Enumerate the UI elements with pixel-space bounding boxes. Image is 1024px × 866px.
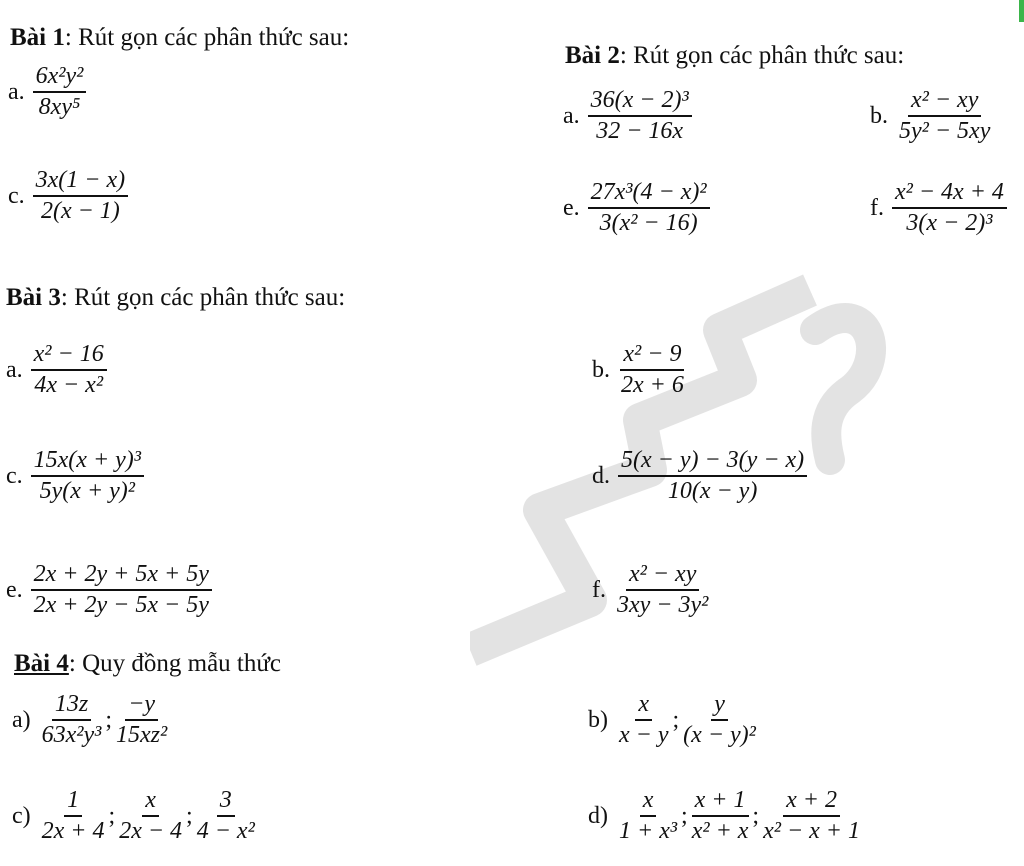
- denominator: 2x − 4: [119, 818, 183, 845]
- bai4-heading-text: : Quy đồng mẫu thức: [68, 650, 282, 677]
- item-label: a.: [6, 356, 23, 383]
- item-label: d.: [592, 462, 610, 489]
- bai2-item-e: [563, 180, 710, 236]
- fraction: [31, 342, 107, 398]
- item-label: c.: [6, 462, 23, 489]
- fraction: [896, 88, 993, 144]
- denominator: 3(x − 2)³: [906, 210, 993, 237]
- fraction-list: [616, 692, 759, 748]
- fraction: [31, 562, 212, 618]
- bai3-heading-bold: Bài 3: [6, 284, 61, 311]
- bai4-item-d: [588, 788, 863, 844]
- fraction: [614, 562, 711, 618]
- numerator: 6x²y²: [33, 64, 87, 93]
- fraction: [113, 692, 170, 748]
- item-label: c): [12, 802, 31, 829]
- denominator: 1 + x³: [619, 818, 678, 845]
- denominator: x² − x + 1: [763, 818, 860, 845]
- denominator: 5y(x + y)²: [39, 478, 135, 505]
- numerator: x² − 9: [620, 342, 684, 371]
- denominator: 15xz²: [116, 722, 168, 749]
- bai1-item-a: [8, 64, 86, 120]
- separator: ;: [681, 802, 688, 829]
- fraction-list: [39, 692, 171, 748]
- bai2-heading-bold: Bài 2: [565, 42, 620, 69]
- denominator: x − y: [619, 722, 669, 749]
- separator: ;: [752, 802, 760, 829]
- bai1-heading: [10, 24, 349, 52]
- numerator: x² − 16: [31, 342, 107, 371]
- denominator: 3xy − 3y²: [617, 592, 709, 619]
- fraction: [760, 788, 863, 844]
- bai2-heading: [565, 42, 904, 70]
- separator: ;: [105, 706, 113, 733]
- fraction: [116, 788, 185, 844]
- fraction: [689, 788, 752, 844]
- fraction: [31, 448, 144, 504]
- fraction: [616, 692, 672, 748]
- denominator: 5y² − 5xy: [899, 118, 991, 145]
- denominator: 2x + 2y − 5x − 5y: [33, 592, 209, 619]
- denominator: 3(x² − 16): [599, 210, 698, 237]
- numerator: y: [711, 692, 728, 721]
- numerator: 36(x − 2)³: [588, 88, 692, 117]
- numerator: x + 1: [692, 788, 749, 817]
- numerator: 1: [64, 788, 82, 817]
- separator: ;: [186, 802, 193, 829]
- bai3-item-f: [592, 562, 711, 618]
- item-label: a): [12, 706, 31, 733]
- bai1-item-c: [8, 168, 128, 224]
- item-label: b.: [870, 102, 888, 129]
- bai1-heading-text: : Rút gọn các phân thức sau:: [64, 24, 350, 51]
- bai4-item-c: [12, 788, 258, 844]
- denominator: x² + x: [691, 818, 749, 845]
- item-label: f.: [870, 194, 884, 221]
- bai3-item-d: [592, 448, 807, 504]
- numerator: 3: [217, 788, 235, 817]
- numerator: 13z: [52, 692, 91, 721]
- fraction: [588, 88, 692, 144]
- fraction: [39, 692, 105, 748]
- item-label: d): [588, 802, 608, 829]
- bai2-item-f: [870, 180, 1007, 236]
- numerator: x: [635, 692, 652, 721]
- item-label: b.: [592, 356, 610, 383]
- bai3-item-a: [6, 342, 107, 398]
- denominator: (x − y)²: [683, 722, 756, 749]
- fraction: [39, 788, 108, 844]
- fraction-list: [39, 788, 258, 844]
- fraction-list: [616, 788, 863, 844]
- bai4-heading: [14, 650, 281, 678]
- numerator: 27x³(4 − x)²: [588, 180, 710, 209]
- separator: ;: [108, 802, 116, 829]
- item-label: e.: [6, 576, 23, 603]
- item-label: c.: [8, 182, 25, 209]
- numerator: x² − 4x + 4: [892, 180, 1007, 209]
- denominator: 2(x − 1): [40, 198, 120, 225]
- denominator: 2x + 4: [41, 818, 105, 845]
- fraction: [33, 64, 87, 120]
- bai3-item-b: [592, 342, 687, 398]
- denominator: 4 − x²: [196, 818, 255, 845]
- denominator: 63x²y³: [41, 722, 102, 749]
- numerator: x² − xy: [908, 88, 981, 117]
- numerator: 15x(x + y)³: [31, 448, 144, 477]
- numerator: x: [640, 788, 657, 817]
- bai4-heading-bold: Bài 4: [14, 650, 69, 677]
- bai1-heading-bold: Bài 1: [10, 24, 65, 51]
- denominator: 2x + 6: [621, 372, 684, 399]
- fraction: [33, 168, 128, 224]
- fraction: [618, 448, 807, 504]
- denominator: 4x − x²: [34, 372, 104, 399]
- item-label: b): [588, 706, 608, 733]
- fraction: [618, 342, 687, 398]
- fraction: [194, 788, 258, 844]
- bai4-item-b: [588, 692, 759, 748]
- denominator: 8xy⁵: [38, 94, 81, 121]
- fraction: [588, 180, 710, 236]
- numerator: 2x + 2y + 5x + 5y: [31, 562, 212, 591]
- corner-marker: [1019, 0, 1024, 22]
- item-label: f.: [592, 576, 606, 603]
- numerator: −y: [125, 692, 158, 721]
- numerator: x² − xy: [626, 562, 699, 591]
- bai4-item-a: [12, 692, 170, 748]
- item-label: e.: [563, 194, 580, 221]
- item-label: a.: [8, 78, 25, 105]
- fraction: [616, 788, 680, 844]
- denominator: 32 − 16x: [596, 118, 684, 145]
- fraction: [892, 180, 1007, 236]
- bai2-item-a: [563, 88, 692, 144]
- bai2-heading-text: : Rút gọn các phân thức sau:: [619, 42, 905, 69]
- separator: ;: [672, 706, 680, 733]
- bai3-heading: [6, 284, 345, 312]
- numerator: 3x(1 − x): [33, 168, 128, 197]
- numerator: x: [142, 788, 159, 817]
- bai3-item-c: [6, 448, 144, 504]
- numerator: x + 2: [783, 788, 840, 817]
- bai2-item-b: [870, 88, 993, 144]
- denominator: 10(x − y): [667, 478, 758, 505]
- bai3-item-e: [6, 562, 212, 618]
- fraction: [680, 692, 759, 748]
- numerator: 5(x − y) − 3(y − x): [618, 448, 807, 477]
- bai3-heading-text: : Rút gọn các phân thức sau:: [60, 284, 346, 311]
- item-label: a.: [563, 102, 580, 129]
